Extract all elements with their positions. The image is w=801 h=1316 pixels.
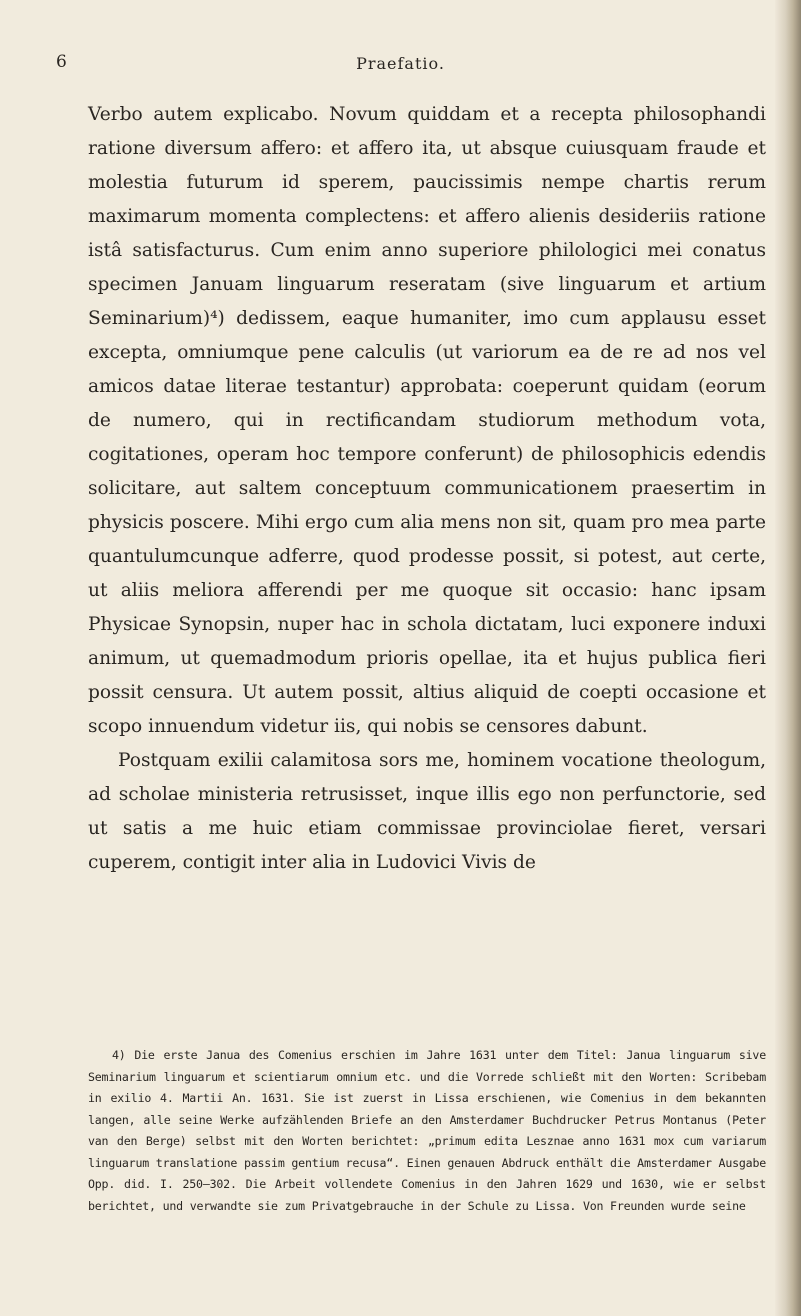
- main-text: [88, 98, 766, 880]
- page-number: 6: [56, 52, 68, 72]
- footnote: [88, 1045, 766, 1217]
- body-paragraph: Verbo autem explicabo. Novum quiddam et a recepta philosophandi ratione diversum affero: et affero ita, ut absque cuiusquam fraude et molestia futurum id sperem, paucissimis nempe chartis rerum maximarum momenta complectens: et affero alienis desideriis ratione istâ satisfacturus. Cum enim anno superiore philologici mei conatus specimen Januam linguarum reseratam (sive linguarum et artium Seminarium)⁴) dedissem, eaque humaniter, imo cum applausu esset excepta, omniumque pene calculis (ut variorum ea de re ad nos vel amicos datae literae testantur) approbata: coeperunt quidam (eorum de numero, qui in rectificandam studiorum methodum vota, cogitationes, operam hoc tempore conferunt) de philosophicis edendis solicitare, aut saltem conceptuum communicationem praesertim in physicis poscere. Mihi ergo cum alia mens non sit, quam pro mea parte quantulumcunque adferre, quod prodesse possit, si potest, aut certe, ut aliis meliora afferendi per me quoque sit occasio: hanc ipsam Physicae Synopsin, nuper hac in schola dictatam, luci exponere induxi animum, ut quemadmodum prioris opellae, ita et hujus publica fieri possit censura. Ut autem possit, altius aliquid de coepti occasione et scopo innuendum videtur iis, qui nobis se censores dabunt.: [88, 104, 766, 737]
- body-paragraph: Postquam exilii calamitosa sors me, hominem vocatione theologum, ad scholae ministeria retrusisset, inque illis ego non perfunctorie, sed ut satis a me huic etiam commissae provinciolae fieret, versari cuperem, contigit inter alia in Ludovici Vivis de: [88, 750, 766, 873]
- running-title: Praefatio.: [356, 54, 445, 73]
- page-edge-shadow: [775, 0, 801, 1316]
- footnote-text: 4) Die erste Janua des Comenius erschien im Jahre 1631 unter dem Titel: Janua linguarum sive Seminarium linguarum et scientiarum omnium etc. und die Vorrede schließt mit den Worten: Scribebam in exilio 4. Martii An. 1631. Sie ist zuerst in Lissa erschienen, wie Comenius in dem bekannten langen, alle seine Werke aufzählenden Briefe an den Amsterdamer Buchdrucker Petrus Montanus (Peter van den Berge) selbst mit den Worten berichtet: „primum edita Lesznae anno 1631 mox cum variarum linguarum translatione passim gentium recusa“. Einen genauen Abdruck enthält die Amsterdamer Ausgabe Opp. did. I. 250–302. Die Arbeit vollendete Comenius in den Jahren 1629 und 1630, wie er selbst berichtet, und verwandte sie zum Privatgebrauche in der Schule zu Lissa. Von Freunden wurde seine: [88, 1048, 767, 1213]
